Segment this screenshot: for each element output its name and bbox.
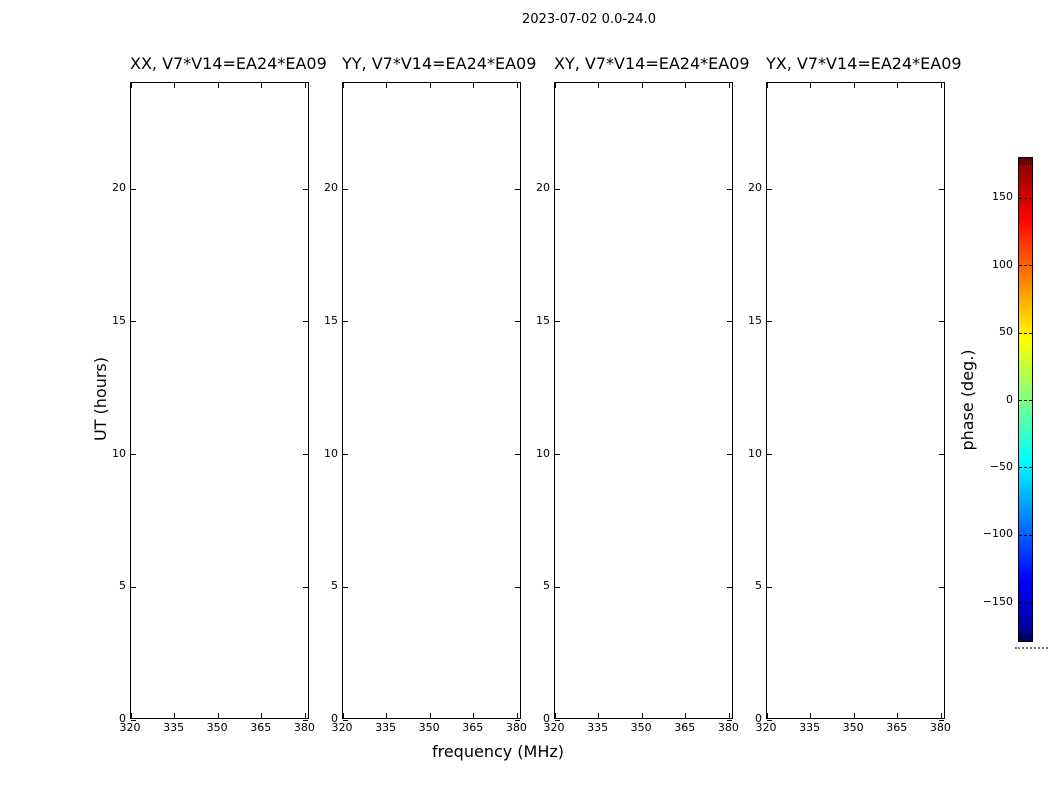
x-tick-label: 335 — [799, 721, 821, 734]
x-tick-label: 350 — [418, 721, 440, 734]
x-tick-mark — [430, 83, 431, 88]
x-tick-label: 320 — [543, 721, 565, 734]
y-tick-label: 10 — [536, 446, 550, 460]
y-tick-mark — [939, 189, 944, 190]
x-tick-mark — [517, 83, 518, 88]
y-tick-label: 15 — [536, 313, 550, 327]
x-tick-label: 335 — [375, 721, 397, 734]
x-tick-label: 365 — [462, 721, 484, 734]
y-tick-mark — [555, 454, 560, 455]
y-tick-label: 20 — [748, 181, 762, 195]
colorbar-tick-line — [1019, 535, 1032, 536]
y-tick-label: 15 — [324, 313, 338, 327]
y-tick-label: 20 — [324, 181, 338, 195]
y-tick-label: 0 — [119, 711, 126, 725]
y-tick-mark — [343, 454, 348, 455]
colorbar-end-hatch-top — [1019, 158, 1032, 165]
x-tick-mark — [810, 713, 811, 718]
y-tick-mark — [131, 454, 136, 455]
colorbar-tick-label: −100 — [982, 527, 1013, 541]
y-tick-label: 15 — [748, 313, 762, 327]
panel-title-yy: YY, V7*V14=EA24*EA09 — [342, 54, 537, 73]
colorbar-tick-label: 0 — [1006, 392, 1013, 406]
colorbar — [1018, 157, 1033, 642]
x-tick-mark — [642, 713, 643, 718]
y-tick-mark — [343, 587, 348, 588]
x-tick-mark — [685, 713, 686, 718]
panel-title-xy: XY, V7*V14=EA24*EA09 — [554, 54, 750, 73]
y-tick-label: 10 — [324, 446, 338, 460]
x-tick-mark — [473, 713, 474, 718]
panel-plot-xy — [554, 82, 733, 719]
x-tick-label: 320 — [755, 721, 777, 734]
x-tick-mark — [767, 83, 768, 88]
y-tick-mark — [131, 189, 136, 190]
colorbar-tick-line — [1019, 400, 1032, 401]
y-tick-label: 0 — [755, 711, 762, 725]
x-tick-label: 380 — [505, 721, 527, 734]
y-tick-mark — [767, 587, 772, 588]
y-tick-label: 10 — [112, 446, 126, 460]
colorbar-tick-label: −150 — [982, 594, 1013, 608]
y-tick-mark — [343, 189, 348, 190]
x-tick-mark — [343, 713, 344, 718]
x-tick-label: 320 — [331, 721, 353, 734]
y-tick-mark — [939, 587, 944, 588]
colorbar-tick-label: 150 — [992, 190, 1013, 204]
x-tick-mark — [430, 713, 431, 718]
x-tick-mark — [854, 83, 855, 88]
x-tick-mark — [729, 83, 730, 88]
x-tick-label: 380 — [293, 721, 315, 734]
x-tick-mark — [305, 83, 306, 88]
x-tick-mark — [174, 713, 175, 718]
x-tick-mark — [854, 713, 855, 718]
x-tick-label: 380 — [717, 721, 739, 734]
x-tick-mark — [218, 713, 219, 718]
x-tick-label: 320 — [119, 721, 141, 734]
colorbar-tick-line — [1019, 602, 1032, 603]
panel-plot-xx — [130, 82, 309, 719]
x-tick-mark — [941, 713, 942, 718]
y-tick-mark — [939, 454, 944, 455]
panel-title-yx: YX, V7*V14=EA24*EA09 — [766, 54, 962, 73]
x-tick-label: 365 — [250, 721, 272, 734]
x-tick-mark — [897, 83, 898, 88]
colorbar-label: phase (deg.) — [957, 349, 977, 451]
colorbar-tick-line — [1019, 467, 1032, 468]
x-tick-label: 335 — [163, 721, 185, 734]
x-tick-mark — [685, 83, 686, 88]
x-tick-mark — [343, 83, 344, 88]
x-tick-label: 365 — [674, 721, 696, 734]
x-tick-mark — [218, 83, 219, 88]
y-tick-label: 5 — [331, 579, 338, 593]
y-tick-label: 5 — [755, 579, 762, 593]
y-tick-mark — [555, 321, 560, 322]
y-tick-label: 20 — [536, 181, 550, 195]
x-tick-label: 380 — [929, 721, 951, 734]
y-tick-label: 5 — [543, 579, 550, 593]
x-tick-mark — [555, 713, 556, 718]
y-tick-label: 0 — [543, 711, 550, 725]
x-tick-mark — [261, 713, 262, 718]
x-tick-mark — [897, 713, 898, 718]
y-tick-mark — [939, 321, 944, 322]
x-tick-mark — [767, 713, 768, 718]
y-tick-label: 10 — [748, 446, 762, 460]
x-tick-mark — [941, 83, 942, 88]
x-tick-mark — [261, 83, 262, 88]
x-tick-mark — [131, 713, 132, 718]
x-tick-mark — [386, 83, 387, 88]
colorbar-tick-line — [1019, 198, 1032, 199]
x-axis-label: frequency (MHz) — [431, 742, 565, 761]
x-tick-mark — [810, 83, 811, 88]
colorbar-tick-label: −50 — [989, 459, 1013, 473]
colorbar-tick-line — [1019, 333, 1032, 334]
x-tick-label: 350 — [842, 721, 864, 734]
y-tick-mark — [131, 587, 136, 588]
y-tick-mark — [131, 321, 136, 322]
y-tick-label: 15 — [112, 313, 126, 327]
y-tick-mark — [767, 321, 772, 322]
y-tick-mark — [767, 189, 772, 190]
y-tick-label: 0 — [331, 711, 338, 725]
x-tick-mark — [598, 713, 599, 718]
y-tick-mark — [343, 321, 348, 322]
x-tick-label: 335 — [587, 721, 609, 734]
x-tick-mark — [555, 83, 556, 88]
panel-title-xx: XX, V7*V14=EA24*EA09 — [130, 54, 327, 73]
x-tick-mark — [473, 83, 474, 88]
colorbar-tick-label: 50 — [999, 325, 1013, 339]
y-tick-mark — [555, 587, 560, 588]
colorbar-end-hatch-bottom — [1019, 634, 1032, 641]
colorbar-tick-line — [1019, 265, 1032, 266]
x-tick-label: 365 — [886, 721, 908, 734]
colorbar-bottom-dotted-line — [1015, 647, 1048, 649]
panel-plot-yx — [766, 82, 945, 719]
x-tick-label: 350 — [206, 721, 228, 734]
y-axis-label: UT (hours) — [90, 356, 110, 442]
x-tick-mark — [386, 713, 387, 718]
x-tick-mark — [131, 83, 132, 88]
y-tick-mark — [767, 454, 772, 455]
x-tick-mark — [174, 83, 175, 88]
y-tick-label: 5 — [119, 579, 126, 593]
panel-plot-yy — [342, 82, 521, 719]
x-tick-mark — [598, 83, 599, 88]
colorbar-tick-label: 100 — [992, 257, 1013, 271]
y-tick-mark — [555, 189, 560, 190]
x-tick-label: 350 — [630, 721, 652, 734]
y-tick-label: 20 — [112, 181, 126, 195]
x-tick-mark — [642, 83, 643, 88]
figure-title: 2023-07-02 0.0-24.0 — [522, 12, 656, 27]
